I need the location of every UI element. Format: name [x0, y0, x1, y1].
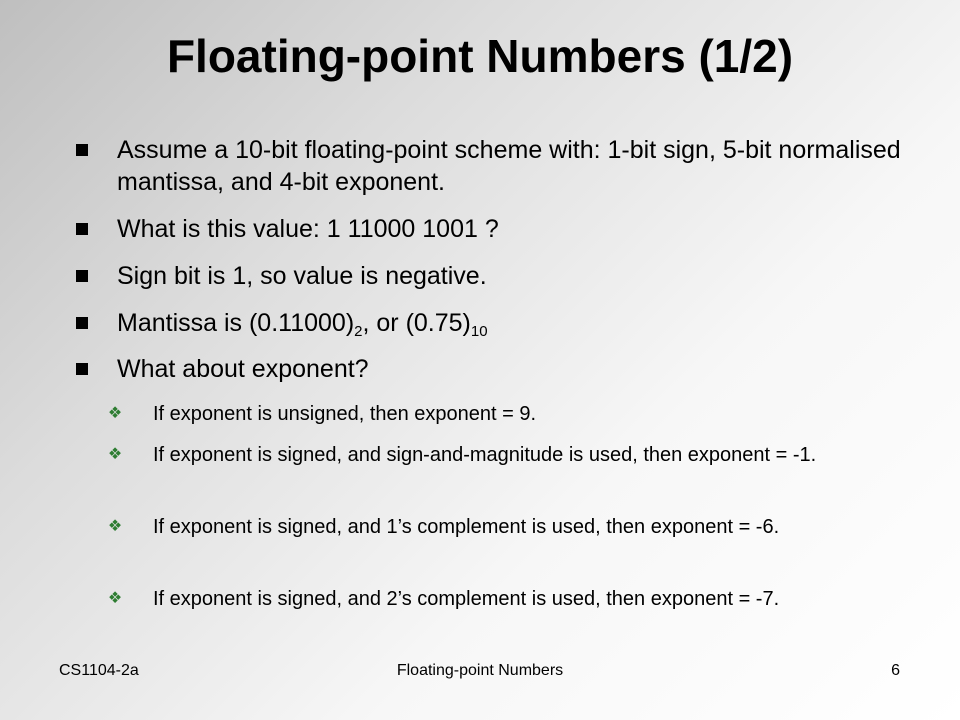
bullet-text: Assume a 10-bit floating-point scheme with: 1-bit sign, 5-bit normalised mantissa, and 4-bit exponent. [117, 136, 901, 196]
slide-title: Floating-point Numbers (1/2) [166, 30, 794, 82]
four-petal-diamond-bullet-icon: ❖ [107, 444, 123, 463]
sub-bullet-ones-complement [106, 513, 866, 541]
sub-bullet-text: If exponent is signed, and 2’s complement is used, then exponent = -7. [153, 588, 780, 610]
sub-bullet-text: If exponent is signed, and 1’s complement is used, then exponent = -6. [153, 516, 780, 538]
mantissa-middle: , or (0.75) [362, 309, 471, 337]
sub-bullet-twos-complement [106, 585, 866, 613]
subscript-base-2: 2 [354, 323, 363, 340]
bullet-item-mantissa [76, 307, 916, 339]
square-bullet-icon [76, 144, 88, 156]
square-bullet-icon [76, 363, 88, 375]
sub-bullet-text: If exponent is signed, and sign-and-magnitude is used, then exponent = -1. [153, 444, 817, 466]
bullet-text: What is this value: 1 11000 1001 ? [117, 215, 499, 243]
square-bullet-icon [76, 270, 88, 282]
sub-bullet-sign-magnitude [106, 441, 866, 469]
bullet-item-sign-bit [76, 260, 916, 292]
mantissa-prefix: Mantissa is (0.11000) [117, 309, 355, 337]
bullet-item-scheme [76, 134, 916, 198]
footer-page-number: 6 [891, 662, 900, 679]
subscript-base-10: 10 [470, 323, 488, 340]
bullet-item-value-question [76, 213, 916, 245]
bullet-text [117, 307, 916, 339]
four-petal-diamond-bullet-icon: ❖ [107, 516, 123, 535]
square-bullet-icon [76, 317, 88, 329]
bullet-text: What about exponent? [117, 355, 369, 383]
bullet-text: Sign bit is 1, so value is negative. [117, 262, 487, 290]
four-petal-diamond-bullet-icon: ❖ [107, 403, 123, 422]
four-petal-diamond-bullet-icon: ❖ [107, 588, 123, 607]
footer-course-code: CS1104-2a [59, 662, 139, 679]
sub-bullet-text: If exponent is unsigned, then exponent = 9. [153, 403, 537, 425]
bullet-item-exponent-question [76, 353, 916, 385]
footer-topic: Floating-point Numbers [396, 662, 564, 679]
sub-bullet-unsigned [106, 400, 866, 428]
square-bullet-icon [76, 223, 88, 235]
